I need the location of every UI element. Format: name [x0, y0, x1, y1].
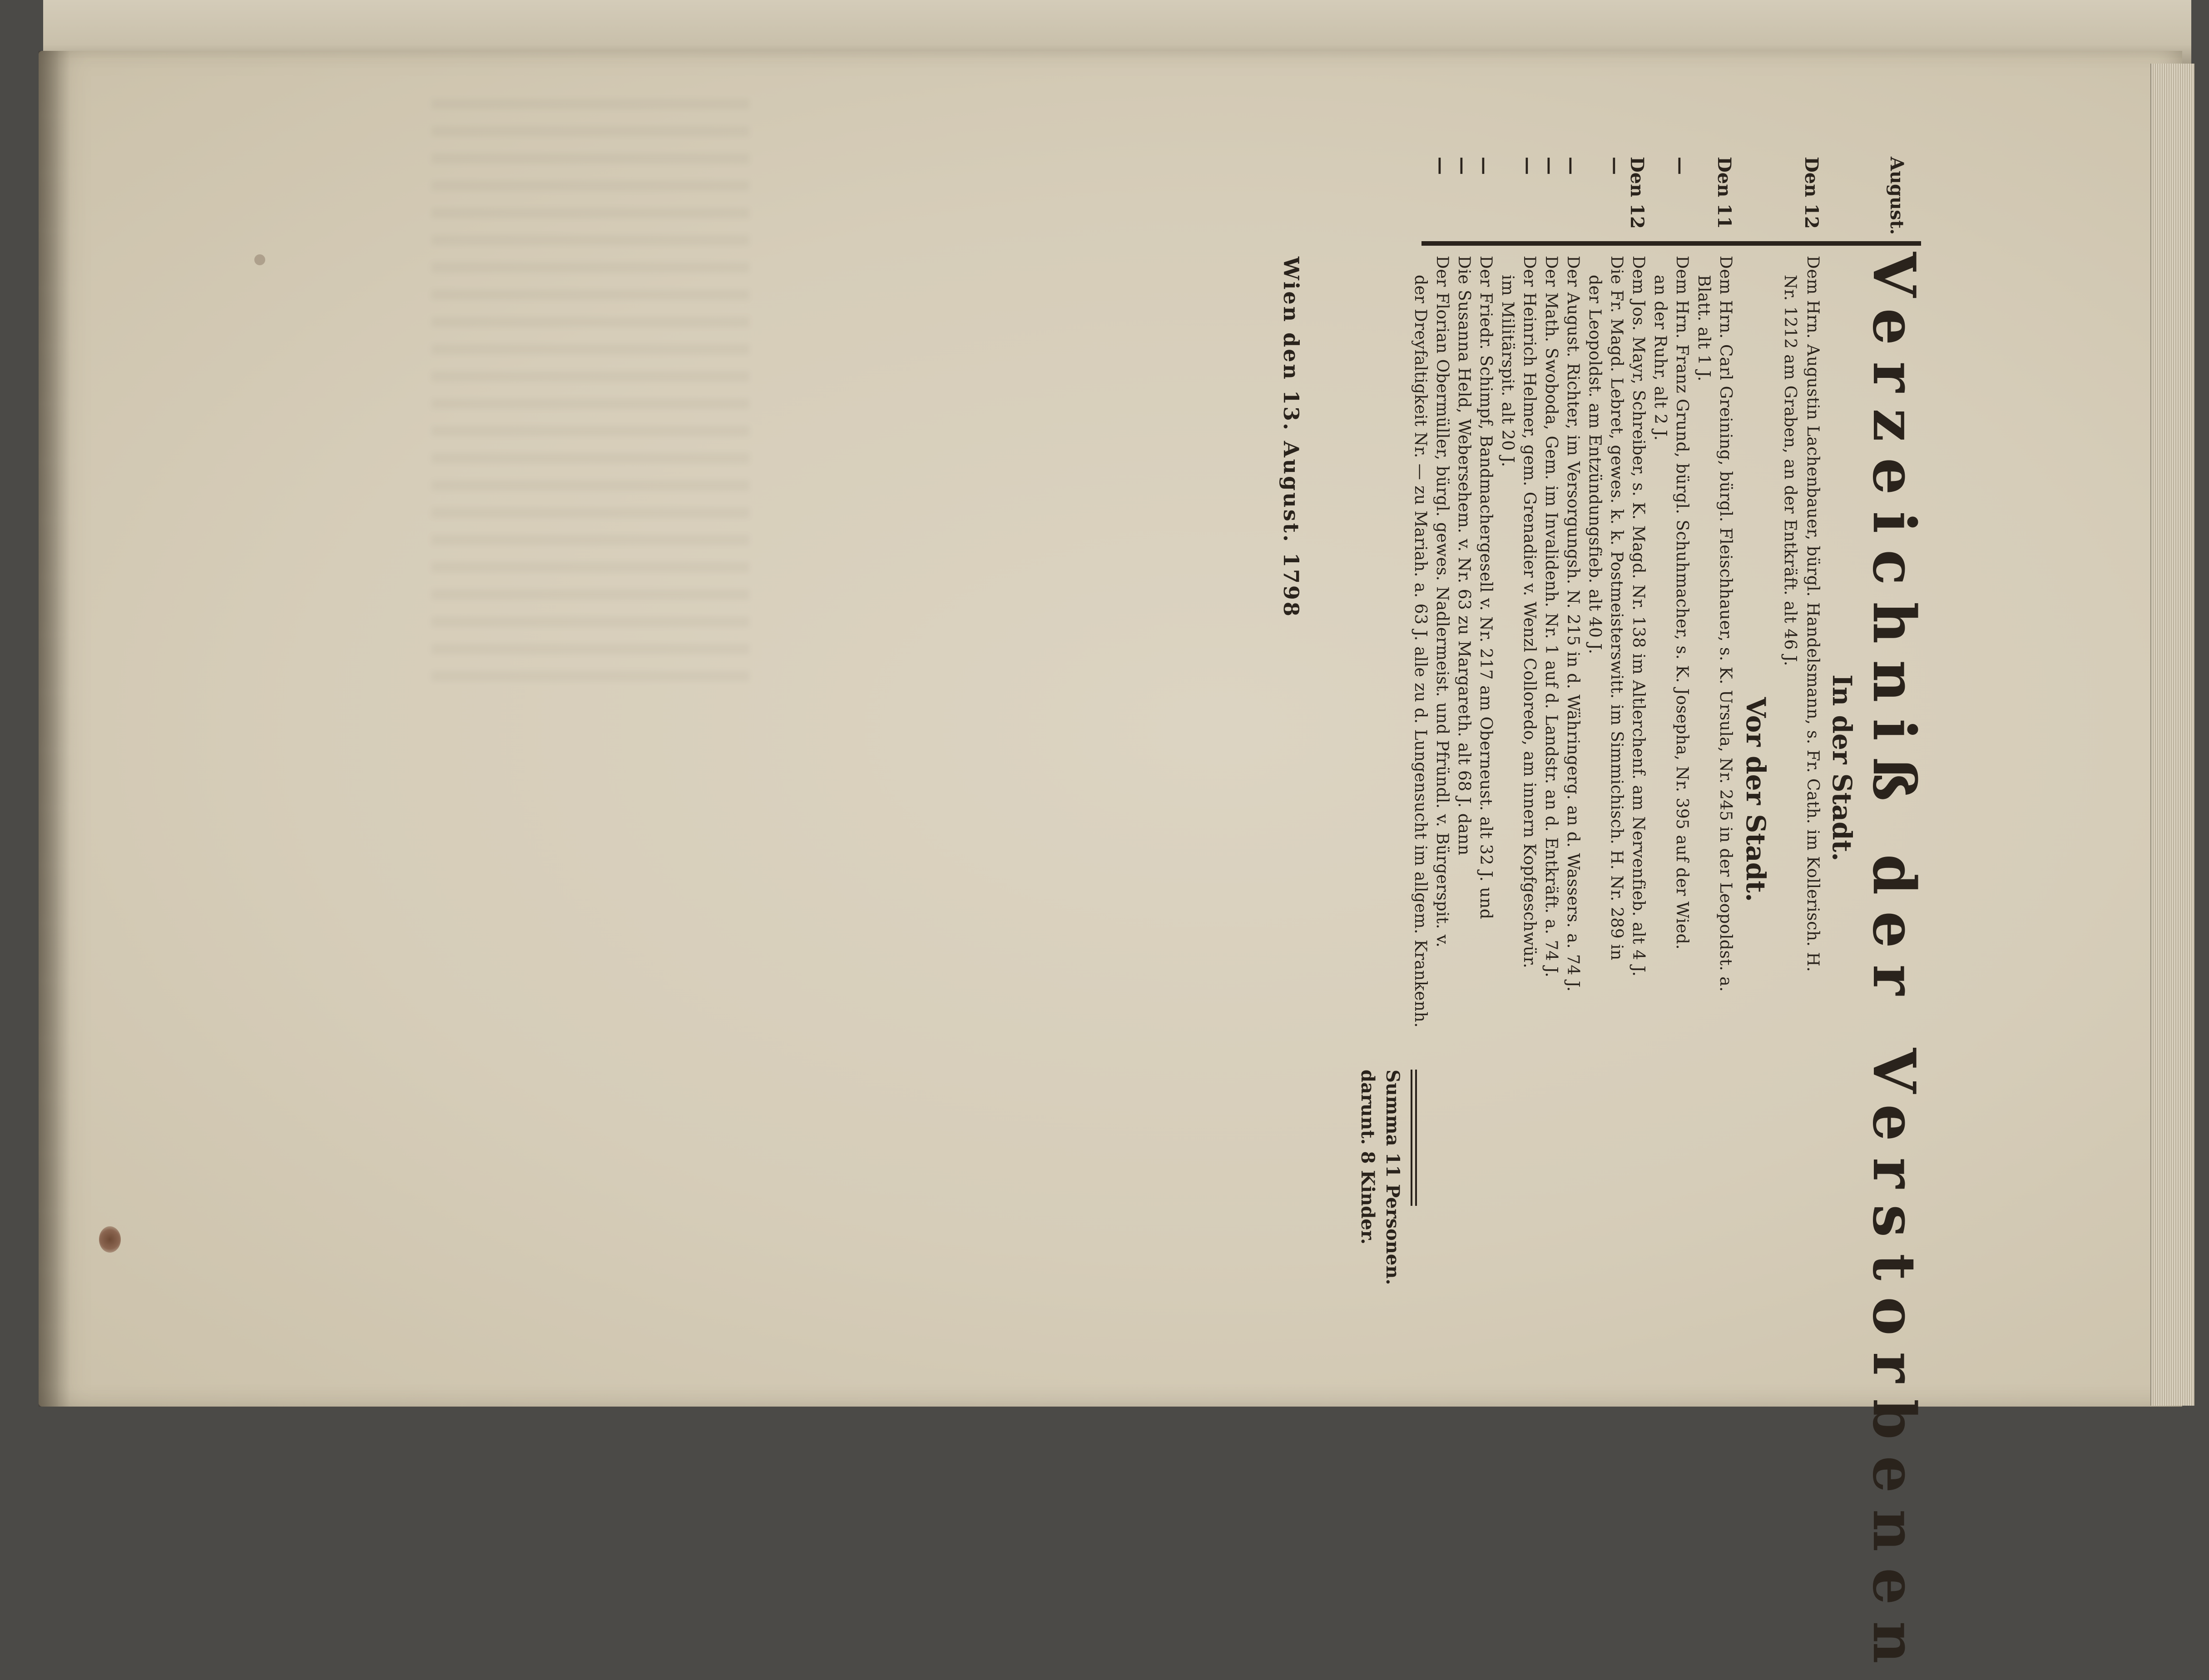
summa-rule: [1415, 1070, 1417, 1206]
entry-date: —: [1561, 157, 1582, 175]
entry-line: Der Math. Swoboda, Gem. im Invalidenh. Nr. 1 auf d. Landstr. an d. Entkräft. a. 74 J.: [1542, 256, 1560, 978]
entry-line: an der Ruhr, alt 2 J.: [1651, 275, 1669, 441]
register-title: Verzeichniß der Verstorbenen: [1860, 252, 1928, 1680]
entry-line: Nr. 1212 am Graben, an der Entkräft. alt 46 J.: [1781, 275, 1799, 667]
entry-line: Dem Hrn. Franz Grund, bürgl. Schuhmacher, s. K. Josepha, Nr. 395 auf der Wied.: [1673, 256, 1691, 950]
entry-date: —: [1670, 157, 1691, 175]
summa-total: Summa 11 Personen.: [1382, 1070, 1403, 1285]
entry-line: Blatt. alt 1 J.: [1694, 275, 1713, 382]
month-label: August.: [1886, 157, 1907, 235]
entry-line: Dem Hrn. Carl Greining, bürgl. Fleischhauer, s. K. Ursula, Nr. 245 in der Leopoldst. a.: [1716, 256, 1735, 992]
page-stack-edges: [2150, 64, 2194, 1406]
entry-line: der Dreyfaltigkeit Nr. — zu Mariah. a. 63 J. alle zu d. Lungensucht im allgem. Krankenh.: [1411, 275, 1430, 1028]
entry-date: —: [1517, 157, 1539, 175]
entry-date: —: [1539, 157, 1560, 175]
entry-date: —: [1452, 157, 1473, 175]
entry-date: Den 12: [1626, 157, 1648, 229]
ink-stain: [99, 1226, 121, 1253]
gutter-shadow: [39, 51, 70, 1407]
paper-spot: [254, 254, 265, 265]
rotated-death-register: [1231, 152, 1928, 1680]
footer-date: Wien den 13. August. 1798: [1279, 257, 1303, 618]
entry-date: Den 11: [1714, 157, 1735, 229]
entry-line: Der Heinrich Helmer, gem. Grenadier v. Wenzl Colloredo, am innern Kopfgeschwür.: [1520, 256, 1539, 969]
summa-rule: [1411, 1070, 1412, 1206]
entry-line: Die Fr. Magd. Lebret, gewes. k. k. Postmeisterswitt. im Simmichisch. H. Nr. 289 in: [1607, 256, 1626, 961]
entry-line: Der Florian Obermüller, bürgl. gewes. Nadlermeist. und Pfründl. v. Bürgerspit. v.: [1433, 256, 1451, 948]
section-city-heading: In der Stadt.: [1827, 674, 1857, 862]
entry-line: Dem Hrn. Augustin Lachenbauer, bürgl. Handelsmann, s. Fr. Cath. im Kollerisch. H.: [1803, 256, 1822, 972]
entry-date: Den 12: [1801, 157, 1822, 229]
column-rule: [1421, 241, 1921, 246]
entry-line: Der Friedr. Schimpf, Bandmachergesell v. Nr. 217 am Oberneust. alt 32 J. und: [1476, 256, 1495, 920]
show-through-text: [431, 91, 749, 681]
entry-line: Dem Jos. Mayr, Schreiber, s. K. Magd. Nr. 138 im Altlerchenf. am Nervenfieb. alt 4 J.: [1629, 256, 1648, 977]
entry-line: im Militärspit. alt 20 J.: [1498, 275, 1517, 467]
entry-date: —: [1605, 157, 1626, 175]
entry-date: —: [1430, 157, 1451, 175]
entry-line: Der August. Richter, im Versorgungsh. N. 215 in d. Währingerg. an d. Wassers. a. 74 J.: [1564, 256, 1582, 992]
entry-line: der Leopoldst. am Entzündungsfieb. alt 40 J.: [1585, 275, 1604, 654]
section-suburb-heading: Vor der Stadt.: [1740, 697, 1771, 902]
summa-children: darunt. 8 Kinder.: [1357, 1070, 1378, 1244]
entry-date: —: [1474, 157, 1495, 175]
entry-line: Die Susanna Held, Webersehem. v. Nr. 63 zu Margareth. alt 68 J. dann: [1455, 256, 1473, 856]
